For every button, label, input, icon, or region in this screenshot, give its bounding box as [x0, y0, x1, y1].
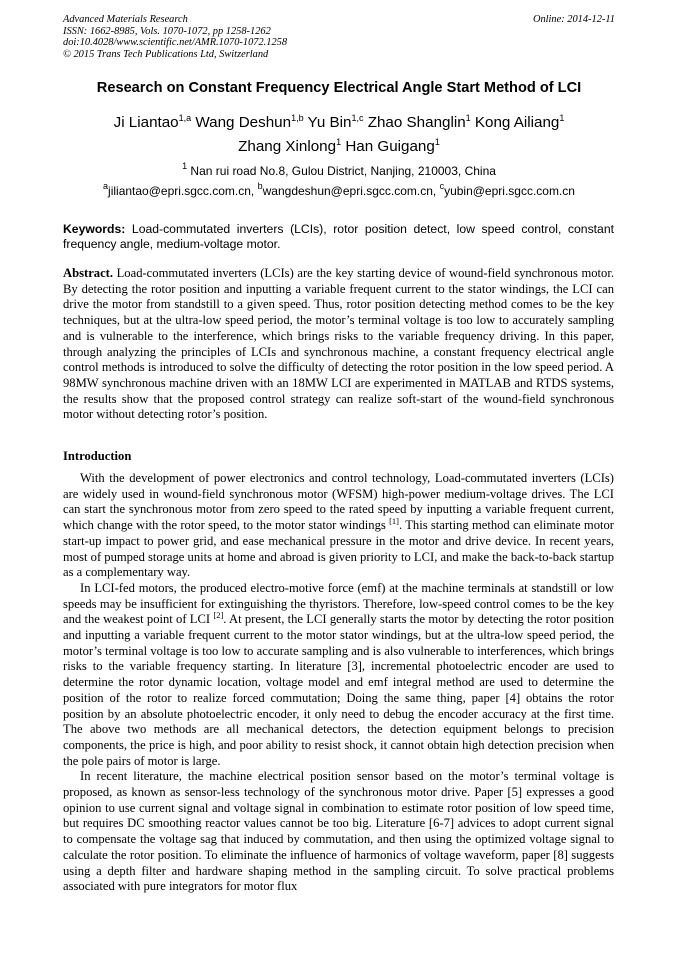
author-affiliation-mark: 1,a — [178, 113, 192, 123]
intro-paragraph-3: In recent literature, the machine electrical position sensor based on the motor’s terminal voltage is proposed, as known as sensor-less technology of the synchronous motor drive. Paper [5] expresses a good opinion to use current signal and voltage signal in combination to estimate rotor position of low speed time, but requires DC smoothing reactor values cannot be too big. Literature [6-7] advices to adopt current signal to compensate the voltage sag that induced by commutation, and then using the optimized voltage signal to calculate the rotor position. To eliminate the influence of harmonics of voltage waveform, paper [8] suggests using a depth filter and hardware shaping method in the sampling circuit. To solve practical problems associated with pure integrators for motor flux — [63, 769, 614, 894]
paragraph-text: With the development of power electronics and control technology, Load-commutated inverters (LCIs) are widely used in wound-field synchronous motor (WFSM) high-power medium-voltage drives. The LCI can start the synchronous motor from zero speed to the rated speed by inputting a variable frequent current, which change with the rotor speed, to the motor stator windings — [63, 471, 614, 533]
keywords-text: Load-commutated inverters (LCIs), rotor position detect, low speed control, constant frequency angle, medium-voltage motor. — [63, 222, 614, 252]
author-affiliation-mark: 1 — [434, 137, 440, 147]
paragraph-text: . At present, the LCI generally starts the motor by detecting the rotor position and inputting a variable frequent current to the motor stator windings, but at the ultra-low speed period, the motor’s terminal voltage is too low to accurate sampling and is also vulnerable to interferences, which brings risks to the variable frequency starting. In literature [3], incremental photoelectric encoder are used to determine the rotor dynamic location, voltage model and emf integral method are used to determine the position of the rotor to realize forced commutation; Doing the same thing, paper [4] obtains the rotor position by an absolute photoelectric encoder, it only need to debug the encoder accuracy at the first time. The above two methods are all mechanical detectors, the detection equipment belongs to precision components, the price is high, and poor ability to resist shock, it cannot obtain high detection precision when the pole pairs of motor is large. — [63, 612, 614, 768]
author-affiliation-mark: 1 — [465, 113, 471, 123]
email-address: wangdeshun@epri.sgcc.com.cn, — [262, 184, 440, 198]
journal-name: Advanced Materials Research — [63, 14, 188, 25]
author-name: Kong Ailiang — [474, 114, 560, 131]
author-line-2 — [0, 137, 678, 157]
author-affiliation-mark: 1,b — [291, 113, 304, 123]
email-address: yubin@epri.sgcc.com.cn — [444, 184, 575, 198]
paragraph-text: . This starting method can eliminate motor start-up impact to power grid, and ease mechanical pressure in the motor and drive device. In recent years, most of pumped storage units at home and abroad is given priority to LCI, and make the back-to-back startup as a complementary way. — [63, 518, 615, 580]
author-affiliation-mark: 1 — [559, 113, 565, 123]
citation-ref: [2] — [213, 610, 224, 621]
intro-paragraph-2 — [63, 581, 614, 769]
journal-header — [63, 14, 287, 60]
abstract — [63, 266, 614, 423]
introduction-body — [63, 471, 614, 895]
paragraph-text: In LCI-fed motors, the produced electro-motive force (emf) at the machine terminals at standstill or low speeds may be insufficient for extinguishing the thyristors. Therefore, low-speed control comes to be the key and the weakest point of LCI — [63, 580, 614, 627]
keywords — [63, 222, 614, 252]
doi-line: doi:10.4028/www.scientific.net/AMR.1070-1072.1258 — [63, 37, 288, 49]
email-mark: a — [103, 181, 109, 191]
copyright-line: © 2015 Trans Tech Publications Ltd, Switzerland — [63, 48, 269, 60]
author-affiliation-mark: 1 — [336, 137, 342, 147]
abstract-label: Abstract. — [63, 266, 114, 280]
author-name: Wang Deshun — [195, 114, 292, 131]
affiliation-mark: 1 — [182, 161, 188, 171]
issn-line: ISSN: 1662-8985, Vols. 1070-1072, pp 1258-1262 — [63, 25, 271, 37]
affiliation — [0, 161, 678, 178]
affiliation-text: Nan rui road No.8, Gulou District, Nanjing, 210003, China — [190, 164, 496, 178]
abstract-text: Load-commutated inverters (LCIs) are the key starting device of wound-field synchronous motor. By detecting the rotor position and inputting a variable frequent current to the stator windings, the LCI can drive the motor from standstill to a given speed. Thus, rotor position detecting method comes to be the key techniques, but at the ultra-low speed period, the motor’s terminal voltage is too low to accurately sampling and is vulnerable to the interference, which brings risks to the variable frequency driving. In this paper, through analyzing the principles of LCIs and synchronous machine, a constant frequency electrical angle control methods is introduced to solve the difficulty of detecting the rotor position in the low speed period. A 98MW synchronous machine driven with an 18MW LCI are experimented in MATLAB and RTDS systems, the results show that the proposed control strategy can realize soft-start of the wound-field synchronous motor without detecting rotor’s position. — [63, 266, 614, 422]
email-address: jiliantao@epri.sgcc.com.cn, — [108, 184, 258, 198]
section-heading-introduction: Introduction — [63, 449, 132, 463]
author-name: Han Guigang — [345, 138, 435, 155]
online-date: Online: 2014-12-11 — [532, 14, 615, 25]
paper-title: Research on Constant Frequency Electrical Angle Start Method of LCI — [96, 80, 582, 96]
email-mark: b — [257, 181, 263, 191]
author-name: Ji Liantao — [113, 114, 179, 131]
author-emails — [0, 181, 678, 198]
email-mark: c — [439, 181, 445, 191]
author-name: Zhao Shanglin — [367, 114, 466, 131]
citation-ref: [1] — [389, 516, 400, 527]
author-name: Yu Bin — [307, 114, 352, 131]
author-line-1 — [0, 113, 678, 133]
intro-paragraph-1 — [63, 471, 614, 581]
author-affiliation-mark: 1,c — [351, 113, 364, 123]
author-name: Zhang Xinlong — [238, 138, 337, 155]
keywords-label: Keywords: — [63, 222, 126, 236]
